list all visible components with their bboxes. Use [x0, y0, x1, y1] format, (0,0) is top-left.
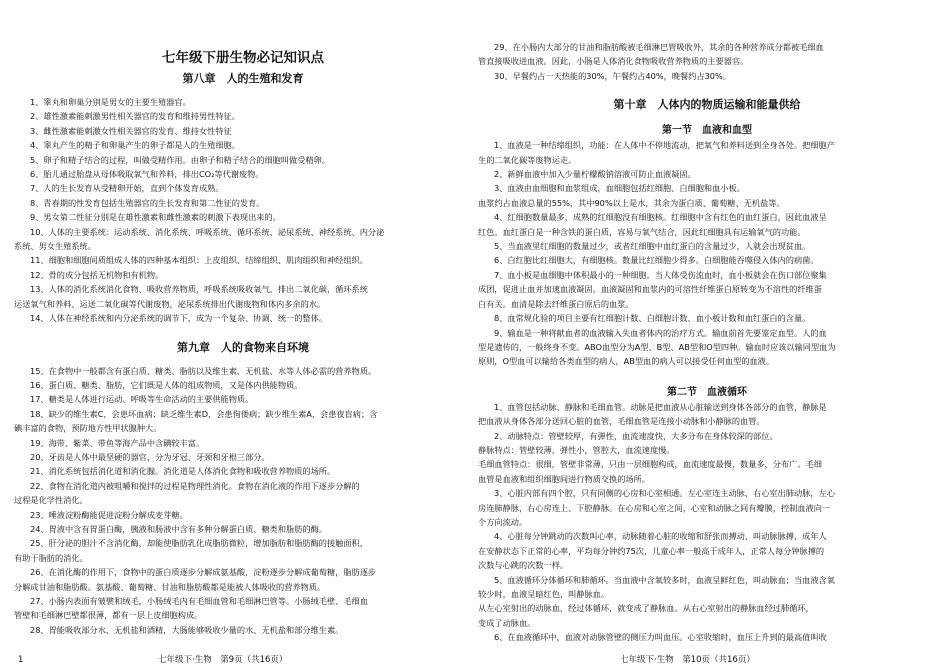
text-line: 碘丰富的食物，预防地方性甲状腺肿大。: [14, 423, 162, 434]
text-line: 15、在食物中一般都含有蛋白质、糖类、脂肪以及维生素、无机盐、水等人体必需的营养物质。: [30, 365, 377, 376]
chapter-9-lines: [14, 364, 472, 638]
text-line: 型是遗传的，一般终身不变。ABO血型分为A型、B型、AB型和O型四种。输血时应该以输同型血为: [478, 341, 836, 352]
text-line: 8、血常规化验的项目主要有红细胞计数、白细胞计数、血小板计数和血红蛋白的含量。: [494, 313, 811, 324]
section-1-lines: [478, 138, 936, 369]
text-line: 10、人体的主要系统：运动系统、消化系统、呼吸系统、循环系统、泌尿系统、神经系统、内分泌: [30, 226, 385, 237]
text-line: 血管是血液和组织细胞间进行物质交换的场所。: [478, 473, 650, 484]
text-line: 3、雌性激素能刺激女性相关器官的发育、维持女性特征: [30, 125, 232, 136]
text-line: 14、人体在神经系统和内分泌系统的调节下，成为一个复杂、协调、统一的整体。: [30, 313, 327, 324]
footer-left: 七年级下·生物 第9页（共16页）: [158, 655, 288, 665]
text-line: 22、食物在消化道内被咀嚼和搅拌的过程是物理性消化。食物在消化液的作用下逐步分解的: [30, 480, 360, 491]
text-line: 26、在消化酶的作用下，食物中的蛋白质逐步分解成氨基酸，淀粉逐步分解成葡萄糖，脂肪逐步: [30, 567, 377, 578]
right-column: [478, 0, 936, 671]
text-line: 19、海带、紫菜、带鱼等海产品中含碘较丰富。: [30, 437, 205, 448]
text-line: 13、人体的消化系统消化食物、吸收营养物质，呼吸系统吸收氧气，排出二氧化碳，循环系统: [30, 284, 368, 295]
text-line: 在安静状态下正常的心率，平均每分钟约75次，儿童心率一般高于成年人，正常人每分钟脉搏的: [478, 545, 825, 556]
text-line: 变成了动脉血。: [478, 617, 536, 628]
text-line: 血浆约占血液总量的55%，其中90%以上是水，其余为蛋白质、葡萄糖、无机盐等。: [478, 197, 785, 208]
text-line: 4、睾丸产生的精子和卵巢产生的卵子都是人的生殖细胞。: [30, 140, 240, 151]
text-line: 21、消化系统包括消化道和消化腺。消化道是人体消化食物和吸收营养物质的场所。: [30, 466, 336, 477]
text-line: 2、动脉特点：管壁较厚，有弹性，血流速度快，大多分布在身体较深的部位。: [494, 430, 778, 441]
intro-lines: [478, 40, 936, 83]
text-line: 20、牙齿是人体中最坚硬的器官，分为牙冠、牙颈和牙根三部分。: [30, 451, 270, 462]
text-line: 27、小肠内表面有皱襞和绒毛，小肠绒毛内有毛细血管和毛细淋巴管等。小肠绒毛壁、毛细血: [30, 596, 368, 606]
text-line: 5、当血液里红细胞的数量过少，或者红细胞中血红蛋白的含量过少，人就会出现贫血。: [494, 241, 811, 252]
text-line: 30、早餐约占一天热能的30%，午餐约占40%，晚餐约占30%。: [494, 70, 731, 81]
text-line: 毛细血管特点：很细，管壁非常薄，只由一层细胞构成，血流速度最慢，数量多，分布广。毛细: [478, 459, 822, 470]
text-line: 管直接吸收进血液。因此，小肠是人体消化食物吸收营养物质的主要器官。: [478, 56, 749, 67]
text-line: 28、胃能吸收部分水、无机盐和酒精，大肠能够吸收少量的水、无机盐和部分维生素。: [30, 624, 344, 635]
text-line: 分解成甘油和脂肪酸。氨基酸、葡萄糖、甘油和脂肪酸都是能被人体吸收的营养物质。: [14, 581, 326, 592]
text-line: 17、糖类是人体进行运动、呼吸等生命活动的主要供能物质。: [30, 394, 254, 405]
text-line: 11、细胞和细胞间质组成人体的四种基本组织：上皮组织、结缔组织、肌肉组织和神经组织。: [30, 255, 368, 266]
text-line: 较少时，血液呈暗红色，叫静脉血。: [478, 589, 610, 599]
text-line: 有助于脂肪的消化。: [14, 552, 88, 563]
footer-page-number: 1: [18, 655, 24, 665]
text-line: 红色。血红蛋白是一种含铁的蛋白质，容易与氧气结合，因此红细胞具有运输氧气的功能。: [478, 226, 806, 237]
left-column: [14, 0, 472, 671]
text-line: 3、血液由血细胞和血浆组成，血细胞包括红细胞、白细胞和血小板。: [494, 183, 745, 194]
text-line: 原则，O型血可以输给各类血型的病人，AB型血的病人可以接受任何血型的血液。: [478, 356, 775, 367]
text-line: 1、血管包括动脉、静脉和毛细血管。动脉是把血液从心脏输送到身体各部分的血管，静脉是: [494, 401, 827, 412]
text-line: 16、蛋白质、糖类、脂肪，它们既是人体的组成物质，又是体内供能物质。: [30, 379, 303, 390]
text-line: 9、男女第二性征分别是在雄性激素和雌性激素的刺激下表现出来的。: [30, 212, 281, 223]
text-line: 1、睾丸和卵巢分别是男女的主要生殖器官。: [30, 97, 191, 107]
text-line: 过程是化学性消化。: [14, 495, 88, 506]
text-line: 系统、男女生殖系统。: [14, 241, 96, 252]
text-line: 1、血液是一种结缔组织，功能：在人体中不停地流动，把氧气和养料送到全身各处。把细胞产: [494, 140, 835, 151]
section-1-heading: 第一节 血液和血型: [662, 125, 752, 137]
text-line: 管壁和毛细淋巴壁都很薄，都有一层上皮细胞构成。: [14, 610, 203, 621]
text-line: 5、卵子和精子结合的过程，叫做受精作用。由卵子和精子结合的细胞叫做受精卵。: [30, 154, 330, 165]
chapter-8-heading: 第八章 人的生殖和发育: [182, 72, 304, 85]
text-line: 25、肝分泌的胆汁不含消化酶，却能使脂肪乳化成脂肪微粒，增加脂肪和脂肪酶的接触面积，: [30, 538, 368, 549]
text-line: 6、白红胞比红细胞大，有细胞核。数量比红细胞少得多。白细胞能吞噬侵入体内的病菌。: [494, 255, 819, 266]
text-line: 房连肺静脉，右心房连上、下腔静脉。在心房和心室之间，心室和动脉之间有瓣膜，控制血液向一: [478, 502, 831, 513]
text-line: 运送氧气和养料、运送二氧化碳等代谢废物，泌尿系统排出代谢废物和体内多余的水。: [14, 298, 326, 309]
text-line: 7、人的生长发育从受精卵开始，直到个体发育成熟。: [30, 183, 224, 194]
text-line: 4、红细胞数量最多，成熟的红细胞没有细胞核。红细胞中含有红色的血红蛋白，因此血液呈: [494, 212, 827, 223]
chapter-10-heading: 第十章 人体内的物质运输和能量供给: [613, 98, 801, 112]
text-line: 2、新鲜血液中加入少量柠檬酸钠溶液可防止血液凝固。: [494, 169, 696, 180]
section-2-lines: [478, 400, 936, 645]
text-line: 6、在血液循环中，血液对动脉管壁的侧压力叫血压。心室收缩时，血压上升到的最高值叫收: [494, 632, 827, 643]
text-line: 6、胎儿通过胎盘从母体吸取氧气和养料，排出CO₂等代谢废物。: [30, 169, 264, 180]
text-line: 29、在小肠内大部分的甘油和脂肪酸被毛细淋巴管吸收外，其余的各种营养成分都被毛细血: [494, 42, 824, 52]
text-line: 3、心脏内部有四个腔，只有同侧的心房和心室相通。左心室连主动脉，右心室出肺动脉，左心: [494, 488, 835, 499]
text-line: 9、输血是一种将献血者的血液输入失血者体内的治疗方式。输血前首先要鉴定血型。人的血: [494, 327, 827, 338]
text-line: 18、缺少的维生素C，会患坏血病；缺乏维生素D，会患佝偻病；缺少维生素A，会患夜盲病；含: [30, 408, 378, 419]
text-line: 7、血小板是血细胞中体积最小的一种细胞。当人体受伤流血时，血小板就会在伤口部位聚集: [494, 269, 827, 280]
text-line: 白有关。血清是除去纤维蛋白原后的血浆。: [478, 298, 634, 309]
text-line: 静脉特点：管壁较薄，弹性小，管腔大，血流速度慢。: [478, 444, 675, 455]
section-2-heading: 第二节 血液循环: [667, 386, 747, 398]
chapter-9-heading: 第九章 人的食物来自环境: [177, 340, 309, 354]
text-line: 4、心脏每分钟跳动的次数叫心率，动脉随着心脏的收缩和舒张而搏动，叫动脉脉搏，成年人: [494, 531, 827, 542]
text-line: 23、唾液淀粉酶能促进淀粉分解成麦芽糖。: [30, 509, 188, 520]
text-line: 8、青春期的性发育包括生殖器官的生长发育和第二性征的发育。: [30, 197, 265, 208]
chapter-8-lines: [14, 95, 472, 326]
text-line: 24、胃液中含有胃蛋白酶，胰液和肠液中含有多种分解蛋白质、糖类和脂肪的酶。: [30, 523, 327, 534]
text-line: 5、血液循环分体循环和肺循环。当血液中含氧较多时，血液呈鲜红色，叫动脉血；当血液含氧: [494, 574, 835, 585]
document-title: 七年级下册生物必记知识点: [162, 50, 324, 66]
text-line: 生的二氧化碳等废物运走。: [478, 154, 577, 165]
text-line: 12、骨的成分包括无机物和有机物。: [30, 269, 164, 280]
text-line: 成团，促进止血并加速血液凝固。血液凝固和血浆内的可溶性纤维蛋白原转变为不溶性的纤维蛋: [478, 284, 822, 295]
text-line: 把血液从身体各部分送回心脏的血管，毛细血管是连接小动脉和小静脉的血管。: [478, 416, 765, 427]
text-line: 次数与心跳的次数一样。: [478, 560, 569, 571]
text-line: 2、雄性激素能刺激男性相关器官的发育和维持男性特征。: [30, 111, 240, 122]
text-line: 从左心室射出的动脉血，经过体循环，就变成了静脉血。从右心室射出的静脉血经过肺循环，: [478, 603, 814, 614]
text-line: 个方向流动。: [478, 516, 528, 527]
footer-right: 七年级下·生物 第10页（共16页）: [620, 655, 755, 665]
